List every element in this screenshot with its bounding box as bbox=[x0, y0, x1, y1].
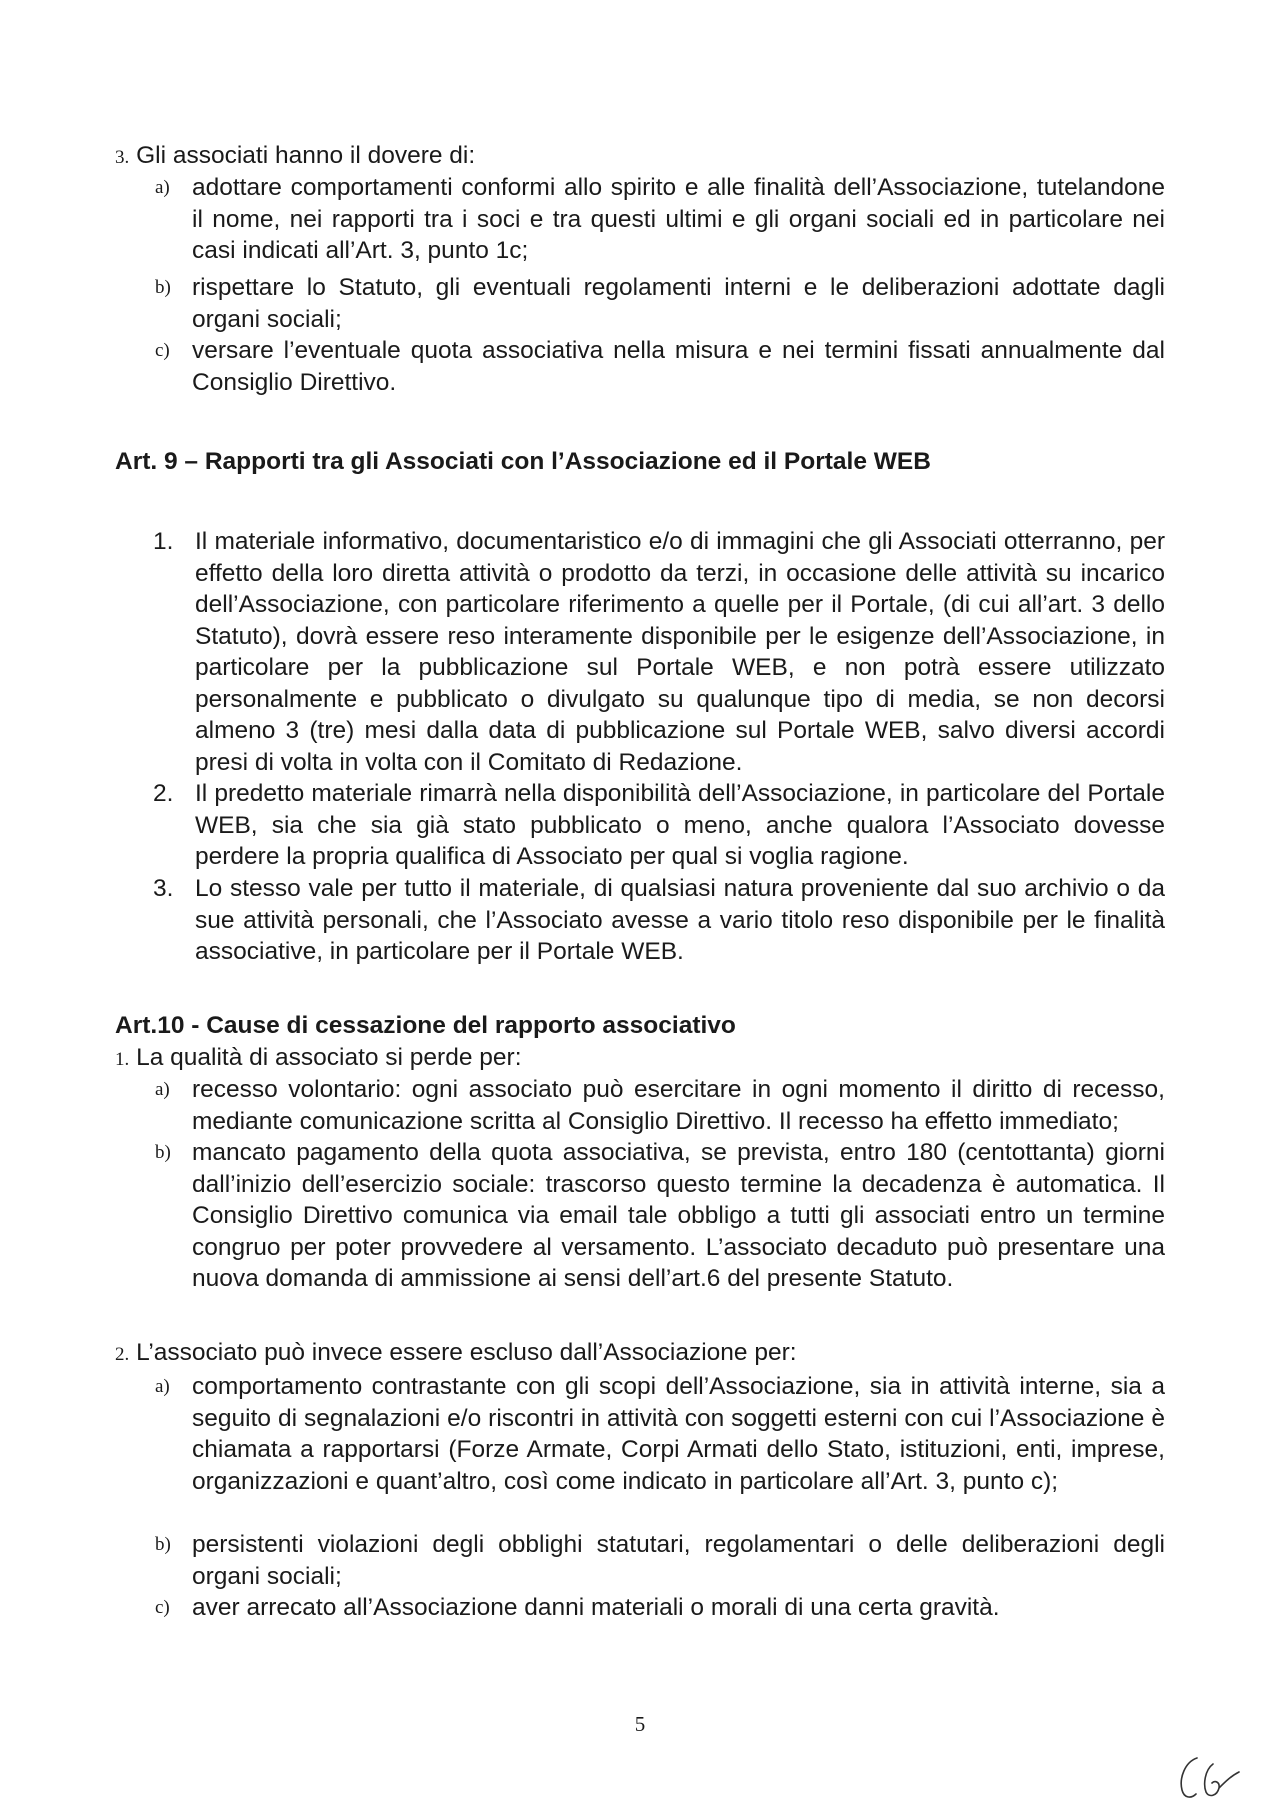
list-item bbox=[155, 172, 1165, 267]
art10-paragraph-2-intro bbox=[115, 1337, 1165, 1371]
article-10-heading: Art.10 - Cause di cessazione del rapporto associativo bbox=[115, 1012, 736, 1039]
list-item-text: recesso volontario: ogni associato può esercitare in ogni momento il diritto di recesso, mediante comunicazione scritta al Consiglio Direttivo. Il recesso ha effetto immediato; bbox=[192, 1076, 1165, 1135]
art10-paragraph-1-intro bbox=[115, 1042, 1165, 1076]
list-marker: b) bbox=[155, 277, 171, 298]
list-item-text: comportamento contrastante con gli scopi dell’Associazione, sia in attività interne, sia a seguito di segnalazioni e/o riscontri in attività con soggetti esterni con cui l’Associazione è chiamata a rapportarsi (Forze Armate, Corpi Armati dello Stato, istituzioni, enti, imprese, organizzazioni e quant’altro, così come indicato in particolare all’Art. 3, punto c); bbox=[192, 1373, 1165, 1495]
list-marker: c) bbox=[155, 340, 170, 361]
list-item bbox=[155, 1592, 1165, 1624]
section-3-intro bbox=[115, 140, 1165, 174]
article-9-heading: Art. 9 – Rapporti tra gli Associati con l’Associazione ed il Portale WEB bbox=[115, 448, 931, 475]
list-marker: 3. bbox=[153, 875, 174, 902]
list-marker: a) bbox=[155, 1376, 170, 1397]
list-marker: a) bbox=[155, 1079, 170, 1100]
list-marker: 2. bbox=[153, 780, 174, 807]
intro-text: L’associato può invece essere escluso dall’Associazione per: bbox=[136, 1339, 797, 1366]
list-item bbox=[153, 873, 1165, 968]
list-marker: c) bbox=[155, 1597, 170, 1618]
list-item bbox=[155, 1137, 1165, 1295]
list-item-text: persistenti violazioni degli obblighi statutari, regolamentari o delle deliberazioni degli organi sociali; bbox=[192, 1531, 1165, 1590]
list-item bbox=[155, 1529, 1165, 1592]
list-item-text: aver arrecato all’Associazione danni materiali o morali di una certa gravità. bbox=[192, 1594, 1000, 1621]
list-marker: 1. bbox=[153, 528, 174, 555]
list-marker: b) bbox=[155, 1534, 171, 1555]
page-number: 5 bbox=[634, 1712, 646, 1736]
list-item-text: Il predetto materiale rimarrà nella disponibilità dell’Associazione, in particolare del Portale WEB, sia che sia già stato pubblicato o meno, anche qualora l’Associato dovesse perdere la propria qualifica di Associato per qual si voglia ragione. bbox=[195, 780, 1165, 870]
intro-text: Gli associati hanno il dovere di: bbox=[136, 142, 476, 169]
list-item bbox=[153, 526, 1165, 778]
list-marker: 1. bbox=[115, 1049, 130, 1070]
list-item-text: mancato pagamento della quota associativa, se prevista, entro 180 (centottanta) giorni dall’inizio dell’esercizio sociale: trascorso questo termine la decadenza è automatica. Il Consiglio Direttivo comunica via email tale obbligo a tutti gli associati entro un termine congruo per poter provvedere al versamento. L’associato decaduto può presentare una nuova domanda di ammissione ai sensi dell’art.6 del presente Statuto. bbox=[192, 1139, 1165, 1292]
list-marker: a) bbox=[155, 177, 170, 198]
handwritten-initials bbox=[1175, 1752, 1245, 1802]
list-item-text: Lo stesso vale per tutto il materiale, di qualsiasi natura proveniente dal suo archivio o da sue attività personali, che l’Associato avesse a vario titolo reso disponibile per le finalità associative, in particolare per il Portale WEB. bbox=[195, 875, 1165, 965]
list-item-text: rispettare lo Statuto, gli eventuali regolamenti interni e le deliberazioni adottate dagli organi sociali; bbox=[192, 274, 1165, 333]
list-item-text: adottare comportamenti conformi allo spirito e alle finalità dell’Associazione, tutelandone il nome, nei rapporti tra i soci e tra questi ultimi e gli organi sociali ed in particolare nei casi indicati all’Art. 3, punto 1c; bbox=[192, 174, 1165, 264]
list-item-text: Il materiale informativo, documentaristico e/o di immagini che gli Associati otterranno, per effetto della loro diretta attività o prodotto da terzi, in occasione delle attività su incarico dell’Associazione, con particolare riferimento a quelle per il Portale, (di cui all’art. 3 dello Statuto), dovrà essere reso interamente disponibile per le esigenze dell’Associazione, in particolare per la pubblicazione sul Portale WEB, e non potrà essere utilizzato personalmente e pubblicato o divulgato su qualunque tipo di media, se non decorsi almeno 3 (tre) mesi dalla data di pubblicazione sul Portale WEB, salvo diversi accordi presi di volta in volta con il Comitato di Redazione. bbox=[195, 528, 1165, 776]
list-marker: b) bbox=[155, 1142, 171, 1163]
list-item bbox=[155, 335, 1165, 398]
list-item bbox=[155, 272, 1165, 335]
intro-text: La qualità di associato si perde per: bbox=[136, 1044, 522, 1071]
list-marker: 2. bbox=[115, 1344, 130, 1365]
list-item bbox=[153, 778, 1165, 873]
list-marker: 3. bbox=[115, 147, 130, 168]
list-item bbox=[155, 1371, 1165, 1497]
list-item bbox=[155, 1074, 1165, 1137]
list-item-text: versare l’eventuale quota associativa nella misura e nei termini fissati annualmente dal Consiglio Direttivo. bbox=[192, 337, 1165, 396]
